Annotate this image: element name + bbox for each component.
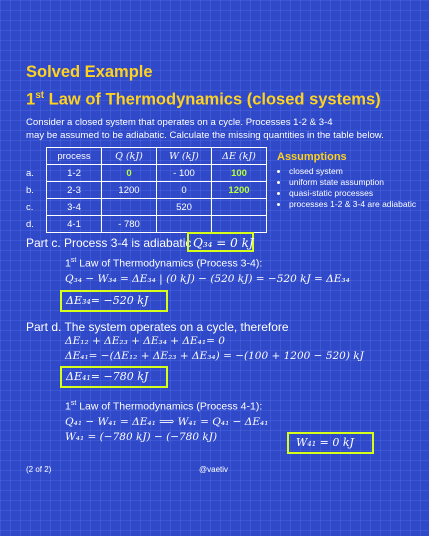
title-line-2 <box>26 85 381 111</box>
cell-w: 520 <box>157 199 212 216</box>
law-ordinal-suffix: st <box>70 400 77 407</box>
assumptions-list <box>277 166 422 210</box>
cell-w: 0 <box>157 182 212 199</box>
assumptions-title: Assumptions <box>277 151 347 163</box>
intro-text <box>26 116 384 142</box>
cell-w: - 100 <box>157 165 212 182</box>
cell-e: 1200 <box>212 182 267 199</box>
part-d-equation-3: Q₄₁ − W₄₁ = ΔE₄₁ ⟹ W₄₁ = Q₄₁ − ΔE₄₁ <box>65 416 269 428</box>
law-ordinal: 1 <box>65 257 71 270</box>
assumptions-panel <box>277 151 422 210</box>
part-d-equation-4: W₄₁ = (−780 kJ) − (−780 kJ) <box>65 431 218 443</box>
cell-e: 100 <box>212 165 267 182</box>
part-d-equation-2: ΔE₄₁= −(ΔE₁₂ + ΔE₂₃ + ΔE₃₄) = −(100 + 1200 − 520) kJ <box>65 350 364 362</box>
list-item: • processes 1-2 & 3-4 are adiabatic <box>289 199 422 210</box>
part-d-answer: W₄₁ = 0 kJ <box>296 436 354 449</box>
title-ordinal-suffix: st <box>35 90 45 101</box>
header-process: process <box>47 148 102 165</box>
part-c-result: ΔE₃₄= −520 kJ <box>66 294 149 307</box>
cell-process: 2-3 <box>47 182 102 199</box>
page-number: (2 of 2) <box>26 465 52 474</box>
part-c-law-heading <box>65 257 262 270</box>
table-row <box>26 165 267 182</box>
table-row <box>26 182 267 199</box>
law-rest: Law of Thermodynamics (Process 4-1): <box>76 400 263 413</box>
row-label: c. <box>26 201 34 213</box>
cell-e <box>212 199 267 216</box>
list-item: • closed system <box>289 166 422 177</box>
cell-q <box>102 199 157 216</box>
intro-line-2: may be assumed to be adiabatic. Calculate the missing quantities in the table below. <box>26 130 384 141</box>
row-label: d. <box>26 218 34 230</box>
cell-process: 3-4 <box>47 199 102 216</box>
table-row <box>26 216 267 233</box>
law-rest: Law of Thermodynamics (Process 3-4): <box>76 257 263 270</box>
list-item: • uniform state assumption <box>289 177 422 188</box>
row-label: b. <box>26 184 34 196</box>
table-corner <box>26 148 47 165</box>
title-line-1: Solved Example <box>26 63 153 81</box>
cell-q: 1200 <box>102 182 157 199</box>
part-c-text: Part c. Process 3-4 is adiabatic <box>26 236 192 250</box>
part-d-equation-1: ΔE₁₂ + ΔE₂₃ + ΔE₃₄ + ΔE₄₁= 0 <box>65 335 225 347</box>
part-c-answer: Q₃₄ = 0 kJ <box>193 236 254 250</box>
part-c-equation: Q₃₄ − W₃₄ = ΔE₃₄ | (0 kJ) − (520 kJ) = −520 kJ = ΔE₃₄ <box>65 273 350 285</box>
part-d-result: ΔE₄₁= −780 kJ <box>66 370 149 383</box>
list-item: • quasi-static processes <box>289 188 422 199</box>
cell-q: - 780 <box>102 216 157 233</box>
header-w: W (kJ) <box>157 148 212 165</box>
table-row <box>26 199 267 216</box>
row-label: a. <box>26 167 34 179</box>
law-ordinal: 1 <box>65 400 71 413</box>
title-rest: Law of Thermodynamics (closed systems) <box>44 90 381 109</box>
header-e: ΔE (kJ) <box>212 148 267 165</box>
cell-e <box>212 216 267 233</box>
cell-w <box>157 216 212 233</box>
part-d-law-heading <box>65 400 262 413</box>
table-header-row <box>26 148 267 165</box>
author-handle: @vaetiv <box>199 465 229 474</box>
cell-process: 4-1 <box>47 216 102 233</box>
law-ordinal-suffix: st <box>70 257 77 264</box>
part-d-text: Part d. The system operates on a cycle, therefore <box>26 320 289 334</box>
cell-process: 1-2 <box>47 165 102 182</box>
header-q: Q (kJ) <box>102 148 157 165</box>
process-table <box>26 147 267 233</box>
intro-line-1: Consider a closed system that operates on a cycle. Processes 1-2 & 3-4 <box>26 117 333 128</box>
cell-q: 0 <box>102 165 157 182</box>
title-ordinal: 1 <box>26 90 36 109</box>
